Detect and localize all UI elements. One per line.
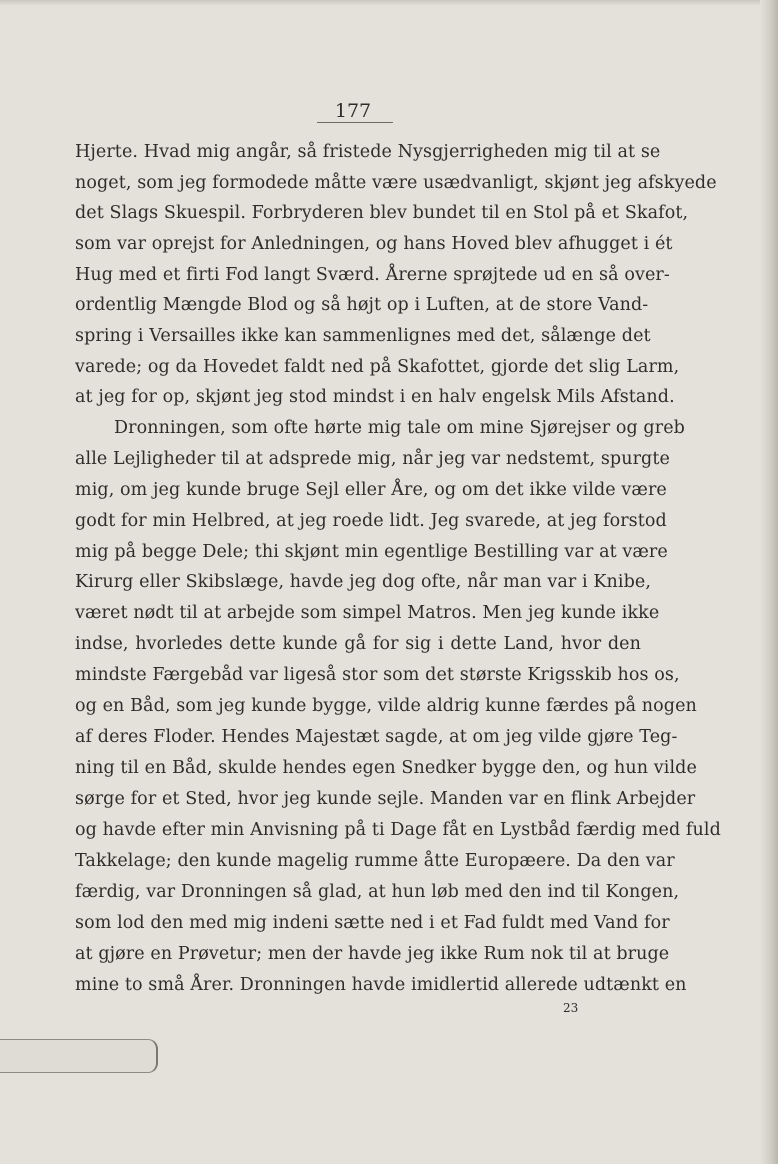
text-line: af deres Floder. Hendes Majestæt sagde, at om jeg vilde gjøre Teg-	[75, 727, 678, 747]
text-line: og en Båd, som jeg kunde bygge, vilde aldrig kunne færdes på nogen	[75, 696, 697, 716]
library-label-strip	[0, 1039, 158, 1073]
text-line: ning til en Båd, skulde hendes egen Snedker bygge den, og hun vilde	[75, 758, 697, 778]
text-line: godt for min Helbred, at jeg roede lidt. Jeg svarede, at jeg forstod	[75, 511, 667, 531]
page-top-edge	[0, 0, 778, 6]
text-line: alle Lejligheder til at adsprede mig, når jeg var nedstemt, spurgte	[75, 449, 670, 469]
text-line: spring i Versailles ikke kan sammenlignes med det, sålænge det	[75, 326, 651, 346]
page-number-rule	[317, 122, 393, 123]
text-line: mig, om jeg kunde bruge Sejl eller Åre, og om det ikke vilde være	[75, 480, 667, 500]
text-line: varede; og da Hovedet faldt ned på Skafottet, gjorde det slig Larm,	[75, 357, 680, 377]
page-number: 177	[334, 100, 372, 122]
text-line: været nødt til at arbejde som simpel Matros. Men jeg kunde ikke	[75, 603, 660, 623]
text-line: ordentlig Mængde Blod og så højt op i Luften, at de store Vand-	[75, 295, 649, 315]
page-right-edge	[760, 0, 778, 1164]
text-line: Takkelage; den kunde magelig rumme åtte Europæere. Da den var	[75, 851, 675, 871]
text-line: som var oprejst for Anledningen, og hans Hoved blev afhugget i ét	[75, 234, 673, 254]
text-line: mig på begge Dele; thi skjønt min egentlige Bestilling var at være	[75, 542, 668, 562]
text-line: indse, hvorledes dette kunde gå for sig i dette Land, hvor den	[75, 634, 641, 654]
text-line: mindste Færgebåd var ligeså stor som det største Krigsskib hos os,	[75, 665, 680, 685]
text-line: Dronningen, som ofte hørte mig tale om mine Sjørejser og greb	[114, 418, 685, 438]
signature-mark: 23	[563, 1001, 579, 1015]
text-line: at gjøre en Prøvetur; men der havde jeg ikke Rum nok til at bruge	[75, 944, 670, 964]
text-line: at jeg for op, skjønt jeg stod mindst i en halv engelsk Mils Afstand.	[75, 387, 675, 407]
text-line: som lod den med mig indeni sætte ned i et Fad fuldt med Vand for	[75, 913, 670, 933]
text-line: og havde efter min Anvisning på ti Dage fåt en Lystbåd færdig med fuld	[75, 820, 721, 840]
text-line: Kirurg eller Skibslæge, havde jeg dog ofte, når man var i Knibe,	[75, 572, 652, 592]
text-line: det Slags Skuespil. Forbryderen blev bundet til en Stol på et Skafot,	[75, 203, 689, 223]
text-line: sørge for et Sted, hvor jeg kunde sejle. Manden var en flink Arbejder	[75, 789, 696, 809]
text-line: noget, som jeg formodede måtte være usædvanligt, skjønt jeg afskyede	[75, 173, 717, 193]
text-line: mine to små Årer. Dronningen havde imidlertid allerede udtænkt en	[75, 975, 687, 995]
text-line: Hjerte. Hvad mig angår, så fristede Nysgjerrigheden mig til at se	[75, 142, 661, 162]
text-line: Hug med et firti Fod langt Sværd. Årerne sprøjtede ud en så over-	[75, 265, 670, 285]
text-line: færdig, var Dronningen så glad, at hun løb med den ind til Kongen,	[75, 882, 680, 902]
